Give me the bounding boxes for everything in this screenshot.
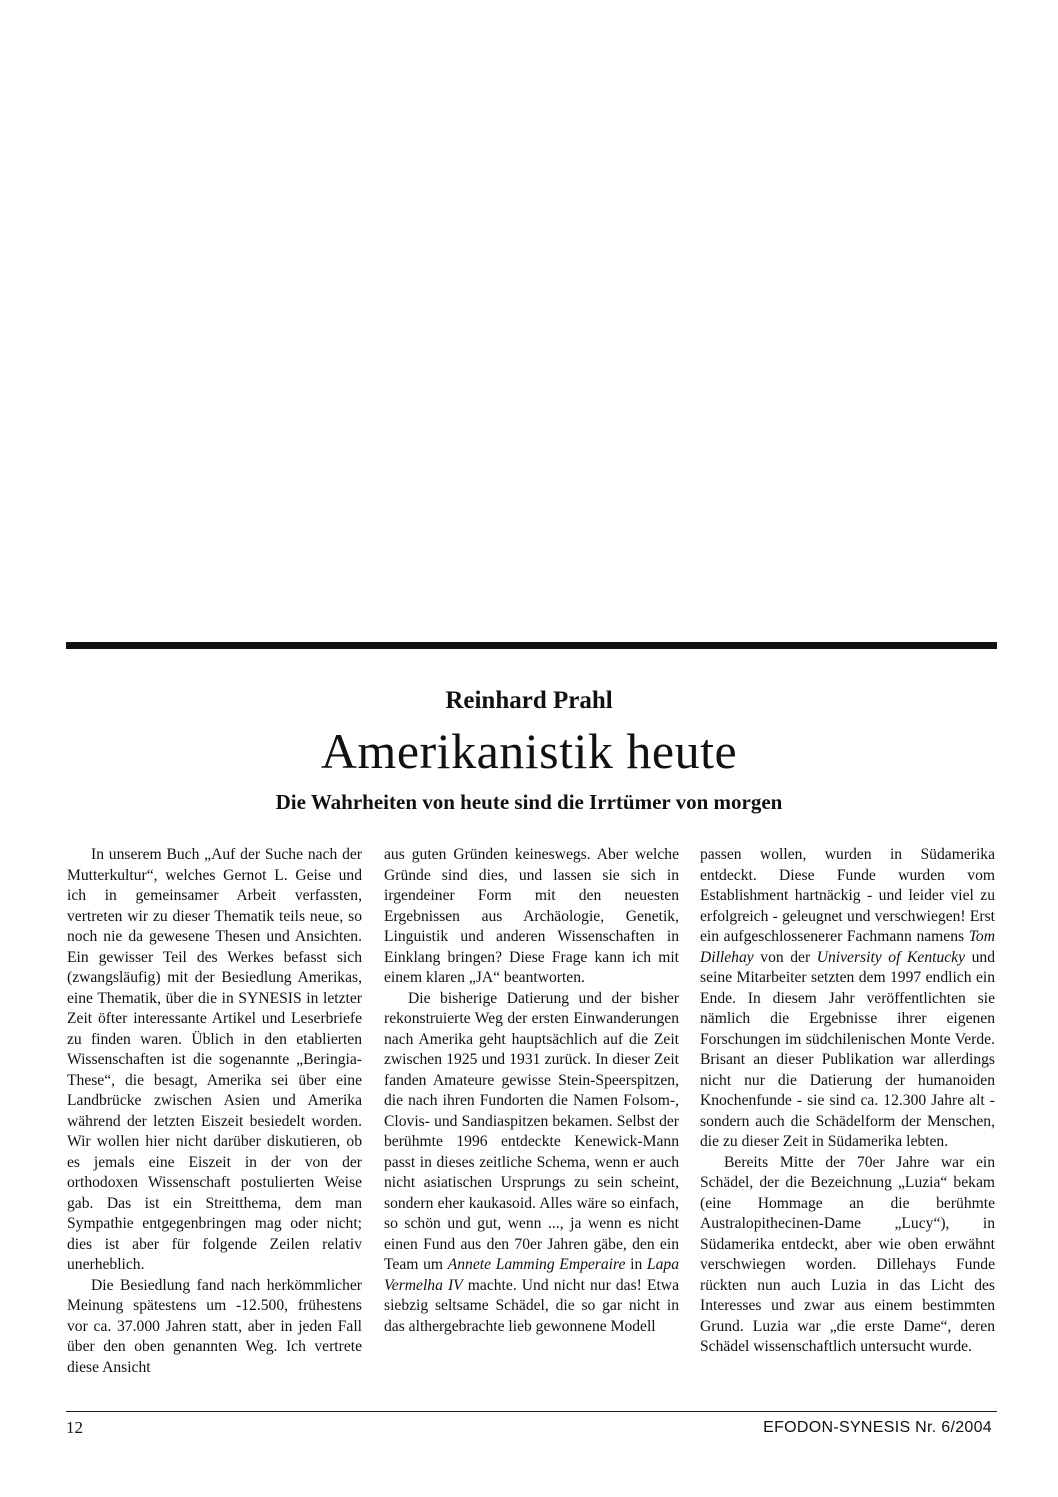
text-column-2 [384,845,679,1337]
paragraph-text: in [625,1256,647,1273]
person-name: Tom Dillehay [700,928,995,966]
paragraph: Bereits Mitte der 70er Jahre war ein Schädel, der die Bezeichnung „Luzia“ bekam (eine Hommage an die berühmte Australopithecinen-Dame „Lucy“), in Südamerika entdeckt, aber wie oben erwähnt verschwiegen worden. Dillehays Funde rückten nun auch Luzia in das Licht des Interesses und zwar aus einem bestimmten Grund. Luzia war „die erste Dame“, deren Schädel wissenschaftlich untersucht wurde. [700,1153,995,1355]
paragraph: aus guten Gründen keineswegs. Aber welche Gründe sind dies, und lassen sie sich in irgendeiner Form mit den neuesten Ergebnissen aus Archäologie, Genetik, Linguistik und anderen Wissenschaften in Einklang bringen? Diese Frage kann ich mit einem klaren „JA“ beantworten. [384,846,679,986]
header-rule [66,642,997,649]
paragraph-text: und seine Mitarbeiter setzten dem 1997 endlich ein Ende. In diesem Jahr veröffentlichten sie nämlich die Ergebnisse ihrer eigenen Forschungen im südchilenischen Monte Verde. Brisant an dieser Publikation war allerdings nicht nur die Datierung der humanoiden Knochenfunde - sie sind ca. 12.300 Jahre alt - sondern auch die Schädelform der Menschen, die zu dieser Zeit in Südamerika lebten. [700,948,995,1150]
footer-rule [66,1411,997,1412]
journal-issue: EFODON-SYNESIS Nr. 6/2004 [763,1419,992,1436]
paragraph [384,989,679,1338]
paragraph-text: passen wollen, wurden in Südamerika entdeckt. Diese Funde wurden vom Establishment hartnäckig - und leider viel zu erfolgreich - geleugnet und verschwiegen! Erst ein aufgeschlossenerer Fachmann namens [700,846,995,945]
article-title: Amerikanistik heute [320,723,738,779]
paragraph [700,845,995,1153]
paragraph-text: machte. Und nicht nur das! Etwa siebzig seltsame Schädel, die so gar nicht in das althergebrachte lieb gewonnene Modell [384,1276,679,1335]
paragraph-text: von der [753,948,817,966]
article-subtitle: Die Wahrheiten von heute sind die Irrtümer von morgen [275,790,783,814]
text-column-3 [700,845,995,1358]
paragraph: In unserem Buch „Auf der Suche nach der Mutterkultur“, welches Gernot L. Geise und ich in gemeinsamer Arbeit verfassten, vertreten wir zu dieser Thematik teils neue, so noch nie da gewesene Thesen und Ansichten. Ein gewisser Teil des Werkes befasst sich (zwangsläufig) mit der Besiedlung Amerikas, eine Thematik, über die in SYNESIS in letzter Zeit öfter interessante Artikel und Leserbriefe zu finden waren. Üblich in den etablierten Wissenschaften ist die sogenannte „Beringia-These“, die besagt, Amerika sei über eine Landbrücke zwischen Asien und Amerika während der letzten Eiszeit besiedelt worden. Wir wollen hier nicht darüber diskutieren, ob es jemals eine Eiszeit in der von der orthodoxen Wissenschaft postulierten Weise gab. Das ist ein Streitthema, dem man Sympathie entgegenbringen mag oder nicht; dies ist aber für folgende Zeilen relativ unerheblich. [67,846,362,1273]
page-number: 12 [66,1418,83,1437]
article-author: Reinhard Prahl [445,687,613,714]
person-name: Annete Lamming Emperaire [447,1256,626,1273]
institution-name: University of Kentucky [816,948,966,966]
text-column-1 [67,845,362,1378]
paragraph-text: Die bisherige Datierung und der bisher rekonstruierte Weg der ersten Einwanderungen nach Amerika geht hauptsächlich auf die Zeit zwischen 1925 und 1931 zurück. In dieser Zeit fanden Amateure gewisse Stein-Speerspitzen, die nach ihren Fundorten die Namen Folsom-, Clovis- und Sandiaspitzen bekamen. Selbst der berühmte 1996 entdeckte Kenewick-Mann passt in dieses zeitliche Schema, wenn er auch nicht asiatischen Ursprungs zu sein scheint, sondern eher kaukasoid. Alles wäre so einfach, so schön und gut, wenn ..., ja wenn es nicht einen Fund aus den 70er Jahren gäbe, den ein Team um [384,989,679,1273]
site-name: Lapa Vermelha IV [384,1256,679,1294]
paragraph: Die Besiedlung fand nach herkömmlicher Meinung spätestens um -12.500, frühestens vor ca. 37.000 Jahren statt, aber in jeden Fall über den oben genannten Weg. Ich vertrete diese Ansicht [67,1276,362,1376]
